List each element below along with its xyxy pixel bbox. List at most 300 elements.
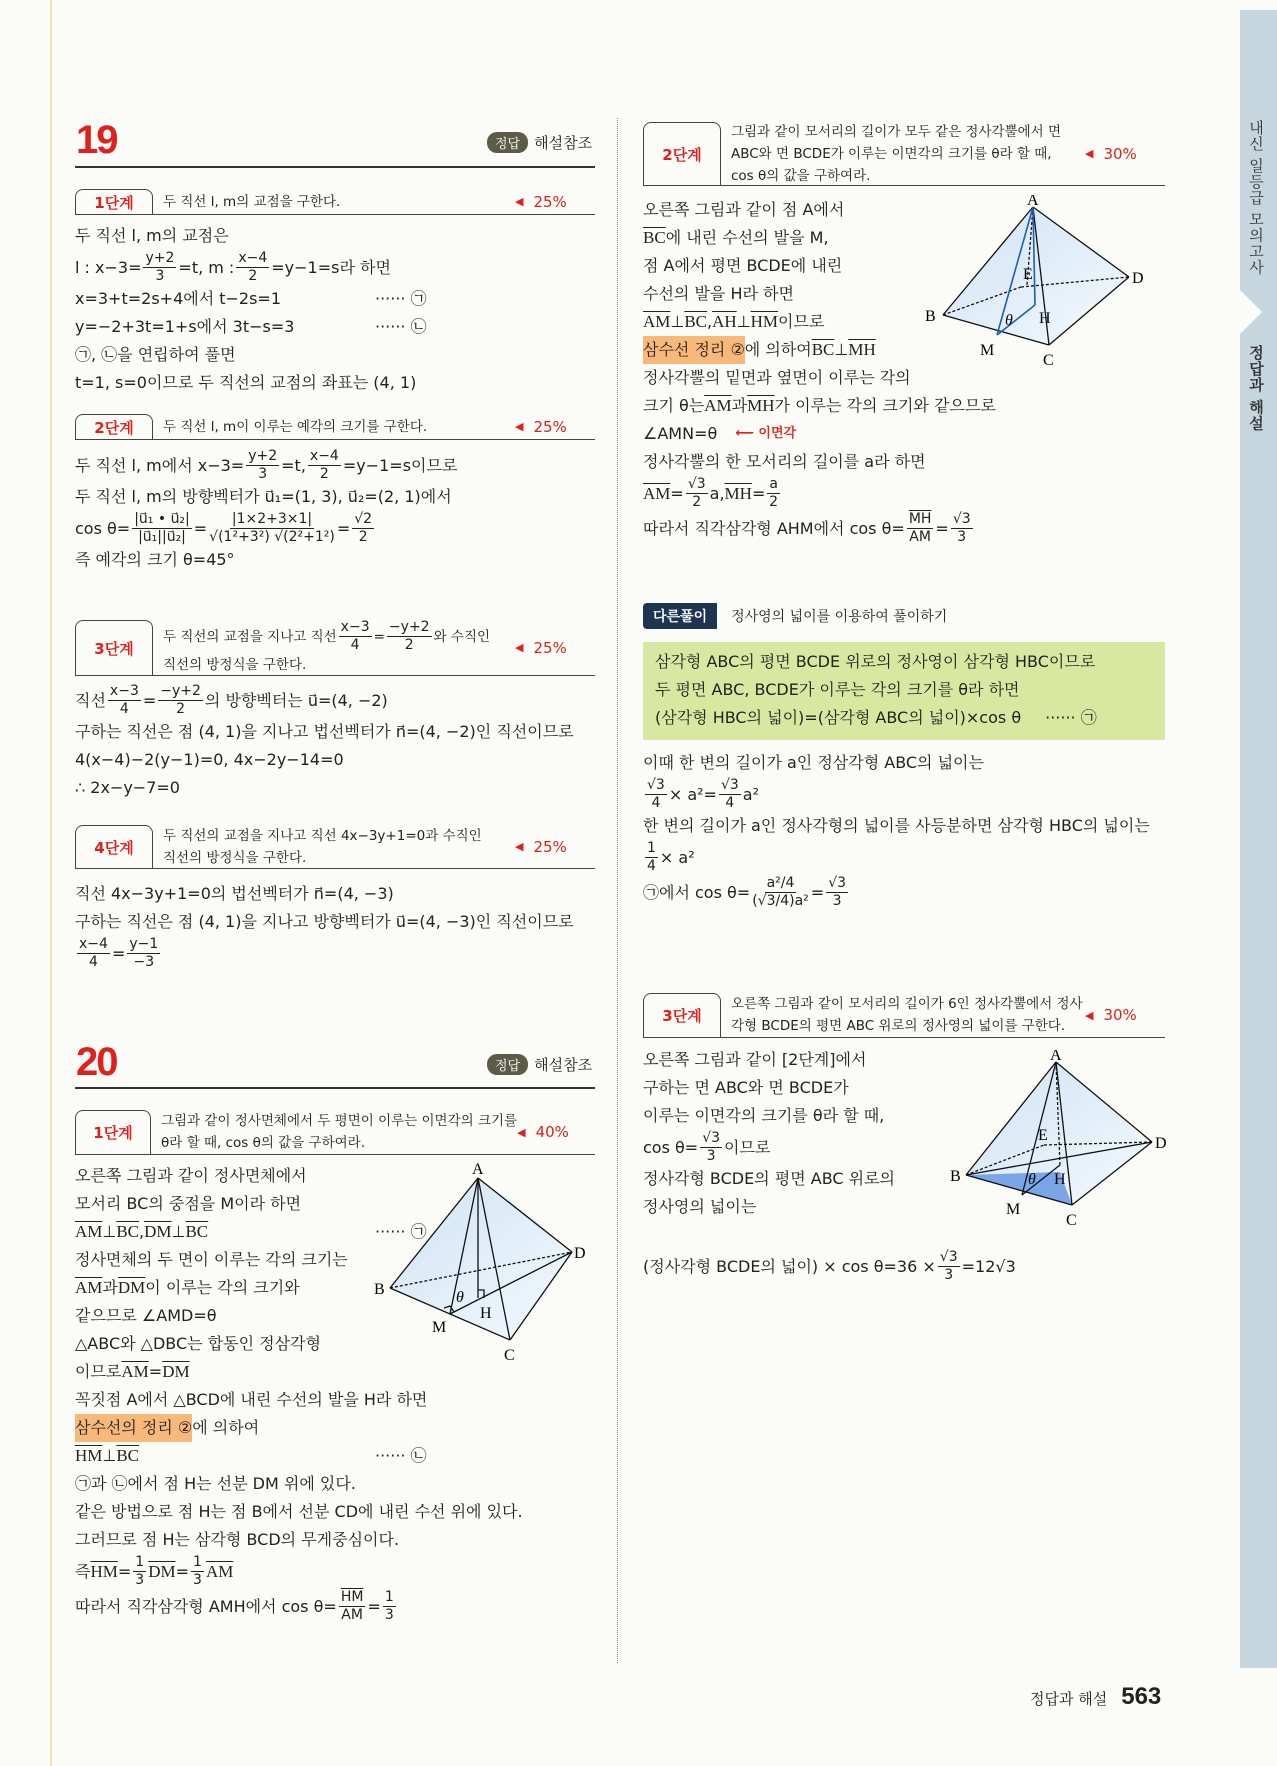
text-segment: 두 직선 l, m이 이루는 예각의 크기를 구한다. (163, 418, 428, 435)
numerator-text: $\overline{HM}$ (340, 1589, 364, 1605)
segment-overline: $\overline{DM}$ (162, 1362, 190, 1381)
segment-overline: $\overline{BC}$ (116, 1446, 140, 1465)
numerator-text: x−4 (238, 250, 268, 266)
text-line (643, 840, 1150, 875)
vertex-label: E (1023, 266, 1033, 283)
step-body (75, 880, 574, 971)
denominator (135, 1572, 144, 1589)
score-percent: 25% (533, 417, 567, 436)
numerator (230, 511, 314, 529)
score-marker-icon: ◀ (1085, 147, 1094, 160)
vertex-label: C (1066, 1212, 1077, 1229)
vertex-label: D (1132, 270, 1144, 287)
side-tab-notch (1240, 290, 1262, 334)
header-rule (75, 166, 595, 168)
numerator (826, 875, 848, 893)
segment-overline: $\overline{BC}$ (684, 312, 708, 331)
text-segment: 즉 예각의 크기 θ=45° (75, 550, 235, 569)
numerator (127, 936, 160, 954)
text-segment: 수선의 발을 H라 하면 (643, 284, 794, 303)
vertex-label: A (1027, 195, 1039, 209)
fraction (339, 619, 372, 654)
numerator-text: √3 (702, 1130, 721, 1146)
numerator-text: x−3 (340, 619, 370, 635)
text-segment: 두 직선 l, m의 방향벡터가 u⃗₁=(1, 3), u⃗₂=(2, 1)에서 (75, 487, 452, 506)
text-segment: = (373, 628, 385, 645)
vertex-label: E (1038, 1127, 1048, 1144)
text-segment: 에 의하여 (744, 340, 812, 359)
fraction (77, 936, 110, 971)
text-line (163, 416, 515, 438)
text-segment: 에 의하여 (192, 1418, 260, 1437)
text-line (163, 619, 515, 654)
denominator (833, 893, 842, 910)
alt-solution-body (643, 749, 1150, 910)
text-line (75, 774, 574, 802)
text-segment: ABC와 면 BCDE가 이루는 이면각의 크기를 θ라 할 때, (731, 145, 1052, 162)
numerator-text: 1 (193, 1554, 202, 1570)
fraction (645, 840, 658, 875)
page-number: 563 (1121, 1683, 1162, 1710)
text-segment: 정사각형 BCDE의 평면 ABC 위로의 (643, 1169, 896, 1188)
fraction (209, 511, 335, 546)
fraction (752, 875, 809, 910)
denominator (647, 858, 656, 875)
step-header (643, 993, 1165, 1038)
text-segment: = (935, 518, 949, 538)
segment-overline: $\overline{DM}$ (148, 1561, 176, 1581)
text-segment: 꼭짓점 A에서 △BCD에 내린 수선의 발을 H라 하면 (75, 1390, 428, 1409)
step-header (75, 825, 595, 869)
text-line (161, 1132, 517, 1154)
text-segment: 이므로 (778, 312, 825, 331)
tetrahedron-figure (368, 1160, 588, 1365)
segment-overline: $\overline{AM}$ (205, 1561, 234, 1581)
denominator (752, 893, 809, 910)
text-segment: =t, (281, 455, 306, 475)
text-segment: 정사면체의 두 면이 이루는 각의 크기는 (75, 1250, 348, 1269)
denominator (120, 701, 129, 718)
vertex-label: D (574, 1245, 586, 1262)
text-line (75, 1414, 523, 1442)
margin-line (50, 0, 52, 1766)
denominator-text: 3 (193, 1572, 202, 1588)
step-header (75, 189, 595, 215)
vertex-label: H (1039, 310, 1051, 327)
text-segment: t=1, s=0이므로 두 직선의 교점의 좌표는 (4, 1) (75, 373, 417, 392)
step-description (153, 619, 515, 676)
text-segment: 이므로 (75, 1362, 122, 1381)
vertex-label: C (504, 1347, 515, 1364)
text-segment: × a²= (668, 784, 717, 804)
text-segment: 두 직선의 교점을 지나고 직선 (163, 628, 337, 645)
denominator (651, 795, 660, 812)
text-line (731, 143, 1085, 165)
fraction (108, 683, 141, 718)
denominator (341, 1607, 363, 1624)
fraction (143, 250, 176, 285)
text-segment: 이때 한 변의 길이가 a인 정삼각형 ABC의 넓이는 (643, 753, 984, 772)
denominator-text: 4 (725, 795, 735, 811)
score-marker-icon: ◀ (515, 195, 524, 208)
fraction (191, 1554, 204, 1589)
fraction (352, 511, 374, 546)
denominator (692, 494, 701, 511)
text-segment: △ABC와 △DBC는 합동인 정삼각형 (75, 1334, 321, 1353)
step-score (1085, 145, 1165, 163)
step-label: 1단계 (75, 189, 153, 214)
denominator (405, 637, 414, 654)
denominator-text: 3 (384, 1607, 394, 1623)
segment-overline: $\overline{HM}$ (750, 312, 779, 331)
fraction (339, 1589, 366, 1624)
text-line (163, 191, 515, 213)
text-segment: 두 직선 l, m의 교점은 (75, 226, 229, 245)
text-segment: 과 (102, 1278, 118, 1297)
denominator-text: 3 (832, 893, 842, 909)
text-line (163, 847, 515, 869)
numerator-text: √3 (687, 476, 706, 492)
denominator (138, 529, 186, 546)
fraction (951, 511, 973, 546)
side-tab-label[interactable]: 내신 일등급 모의고사 (1247, 120, 1265, 276)
answer-text: 해설참조 (534, 1056, 593, 1074)
text-segment: 따라서 직각삼각형 AHM에서 cos θ= (643, 518, 905, 538)
text-line (75, 546, 457, 574)
text-segment: 4(x−4)−2(y−1)=0, 4x−2y−14=0 (75, 750, 344, 769)
text-segment: 두 직선 l, m에서 x−3= (75, 455, 245, 475)
segment-overline: $\overline{DM}$ (144, 1222, 172, 1241)
text-segment: (정사각형 BCDE의 넓이) × cos θ=36 × (643, 1256, 936, 1276)
fraction (719, 777, 741, 812)
numerator-text: √3 (939, 1249, 958, 1265)
denominator-text: 2 (248, 268, 258, 284)
header-rule (75, 1087, 595, 1089)
text-line (643, 812, 1150, 840)
text-segment: 모서리 BC의 중점을 M이라 하면 (75, 1194, 302, 1213)
vertex-label: H (480, 1305, 492, 1322)
denominator (769, 494, 778, 511)
text-line (75, 341, 416, 369)
segment-overline: $\overline{BC}$ (643, 228, 666, 247)
numerator-text: √3 (647, 777, 665, 793)
denominator-text: 4 (119, 701, 129, 717)
numerator (108, 683, 141, 701)
text-segment: l : x−3= (75, 257, 142, 277)
text-segment: 두 직선의 교점을 지나고 직선 4x−3y+1=0과 수직인 (163, 827, 482, 844)
fraction (158, 683, 203, 718)
problem-number: 19 (76, 118, 117, 162)
text-line (655, 676, 1153, 704)
alt-solution-title: 정사영의 넓이를 이용하여 풀이하기 (731, 609, 948, 625)
step-label: 4단계 (75, 825, 153, 868)
text-line (75, 222, 416, 250)
score-percent: 40% (535, 1123, 569, 1141)
numerator-text: −y+2 (388, 619, 430, 635)
text-segment: 그러므로 점 H는 삼각형 BCD의 무게중심이다. (75, 1530, 400, 1549)
denominator (707, 1148, 716, 1165)
denominator-text: 3 (155, 268, 165, 284)
numerator-text: −y+2 (160, 683, 201, 699)
text-line (75, 1554, 523, 1589)
text-segment: = (367, 1596, 381, 1616)
score-percent: 25% (533, 837, 567, 856)
numerator (246, 448, 279, 466)
text-segment: ⊥ (171, 1222, 186, 1241)
segment-overline: $\overline{BC}$ (811, 340, 835, 359)
answer-badge: 정답 (487, 1054, 528, 1075)
denominator (351, 637, 360, 654)
score-percent: 30% (1103, 1006, 1137, 1024)
vertex-label: C (1043, 352, 1054, 369)
text-segment: 같은 방법으로 점 H는 점 B에서 선분 CD에 내린 수선 위에 있다. (75, 1502, 523, 1521)
vertex-label: B (374, 1281, 385, 1298)
fraction (645, 777, 667, 812)
denominator-text: 2 (176, 701, 186, 717)
vertex-label: M (1006, 1201, 1021, 1218)
vertex-label: H (1054, 1171, 1066, 1188)
numerator (387, 619, 432, 637)
denominator (359, 529, 368, 546)
segment-overline: $\overline{AM}$ (121, 1362, 149, 1381)
denominator (944, 1267, 953, 1284)
numerator-text: 1 (647, 840, 656, 856)
text-line (75, 1386, 523, 1414)
score-percent: 30% (1103, 144, 1137, 163)
numerator-text: x−4 (79, 936, 108, 952)
denominator-text: √(1²+3²) √(2²+1²) (209, 529, 335, 545)
text-segment: = (193, 518, 208, 538)
text-segment: a² (742, 784, 759, 804)
text-line (75, 718, 574, 746)
segment-overline: $\overline{MH}$ (747, 396, 775, 415)
text-line (643, 448, 996, 476)
text-segment: = (148, 1362, 163, 1381)
denominator (957, 529, 966, 546)
denominator (176, 701, 185, 718)
text-line (75, 908, 574, 936)
step-body (75, 683, 574, 802)
answer-ref (487, 132, 592, 153)
numerator (938, 1249, 960, 1267)
denominator (133, 954, 154, 971)
vertex-label: A (1050, 1050, 1062, 1064)
problem-number: 20 (76, 1040, 117, 1084)
text-segment: 직선의 방정식을 구한다. (163, 657, 307, 673)
text-line (75, 1470, 523, 1498)
score-percent: 25% (533, 638, 567, 657)
numerator (77, 936, 110, 954)
fraction (132, 511, 192, 546)
fraction (383, 1589, 396, 1624)
step-score (515, 418, 595, 436)
numerator (133, 1554, 146, 1572)
equation-tag: ······ ㉠ (1045, 708, 1097, 727)
fraction (308, 448, 341, 483)
segment-overline: $\overline{AM}$ (75, 1278, 103, 1297)
numerator-text: √2 (354, 511, 373, 527)
step-header (75, 620, 595, 676)
step-body (75, 222, 427, 397)
text-line (75, 369, 416, 397)
equation-tag: ······ ㉡ (375, 1446, 427, 1465)
text-line (161, 1110, 517, 1132)
alt-box-body (655, 648, 1153, 732)
text-segment: cos θ의 값을 구하여라. (731, 167, 871, 184)
answer-text: 해설참조 (534, 134, 593, 152)
alt-solution-badge: 다른풀이 (643, 603, 717, 629)
fraction (686, 476, 708, 511)
numerator (158, 683, 203, 701)
score-marker-icon: ◀ (515, 420, 524, 433)
numerator (236, 250, 269, 268)
step-description (721, 993, 1085, 1037)
text-line (731, 165, 1085, 187)
numerator-text: |u⃗₁ • u⃗₂| (134, 511, 190, 527)
text-segment: ⊥ (670, 312, 685, 331)
text-segment: 구하는 면 ABC와 면 BCDE가 (643, 1078, 849, 1097)
fraction (938, 1249, 960, 1284)
fraction (387, 619, 432, 654)
numerator-text: $\overline{MH}$ (908, 511, 932, 527)
text-segment: 가 이루는 각의 크기와 같으므로 (774, 396, 996, 415)
step-label: 3단계 (75, 620, 153, 675)
numerator (143, 250, 176, 268)
score-percent: 25% (533, 192, 567, 211)
numerator-text: √3 (828, 875, 847, 891)
numerator (191, 1554, 204, 1572)
denominator-text: AM (909, 529, 931, 545)
text-line (75, 880, 574, 908)
numerator-text: |1×2+3×1| (231, 511, 313, 527)
side-tab-label-active[interactable]: 정답과 해설 (1247, 345, 1265, 432)
step-score (515, 193, 595, 211)
text-segment: 그림과 같이 모서리의 길이가 모두 같은 정사각뿔에서 면 (731, 123, 1061, 140)
text-line (163, 654, 515, 676)
segment-overline: $\overline{AM}$ (704, 396, 732, 415)
segment-overline: $\overline{MH}$ (848, 340, 876, 359)
score-marker-icon: ◀ (515, 641, 524, 654)
denominator (209, 529, 335, 546)
text-segment: 오른쪽 그림과 같이 점 A에서 (643, 200, 845, 219)
step-label: 3단계 (643, 993, 721, 1037)
text-segment: =y−1=s라 하면 (271, 257, 391, 277)
text-segment: (삼각형 HBC의 넓이)=(삼각형 ABC의 넓이)×cos θ (655, 708, 1022, 727)
segment-overline: $\overline{BC}$ (116, 1222, 140, 1241)
numerator (700, 1130, 722, 1148)
text-line (643, 1249, 1016, 1284)
text-segment: = (142, 690, 157, 710)
text-segment: =y−1=s이므로 (342, 455, 458, 475)
numerator-text: √3 (720, 777, 739, 793)
numerator (308, 448, 341, 466)
denominator (725, 795, 734, 812)
numerator (339, 1589, 366, 1607)
equation-tag: ······ ㉠ (375, 1222, 427, 1241)
step-description (151, 1110, 517, 1154)
alt-solution-box (643, 642, 1165, 740)
text-segment: 정사각뿔의 밑면과 옆면이 이루는 각의 (643, 368, 911, 387)
numerator-text: 1 (384, 1589, 394, 1605)
denominator-text: −3 (133, 954, 155, 970)
numerator (907, 511, 934, 529)
numerator (951, 511, 973, 529)
step-label: 2단계 (643, 122, 721, 185)
text-line (75, 1589, 523, 1624)
fraction (907, 511, 934, 546)
text-segment: 이루는 이면각의 크기를 θ라 할 때, (643, 1106, 885, 1125)
segment-overline: $\overline{AH}$ (712, 312, 737, 331)
text-segment: 두 평면 ABC, BCDE가 이루는 각의 크기를 θ라 하면 (655, 680, 1020, 699)
text-line (643, 875, 1150, 910)
text-line (643, 749, 1150, 777)
text-segment: , (707, 312, 713, 331)
highlighted-theorem: 삼수선 정리 ② (643, 336, 745, 364)
denominator-text: (√3/4)a² (752, 893, 809, 909)
annotation-arrow: ⟵ 이면각 (735, 426, 797, 441)
segment-overline: $\overline{HM}$ (90, 1561, 118, 1581)
denominator-text: 3 (944, 1267, 954, 1283)
step-header (75, 1110, 595, 1155)
text-segment: a, (709, 483, 725, 503)
text-line (75, 448, 457, 483)
vertex-label: D (1155, 1135, 1167, 1152)
text-segment: 구하는 직선은 점 (4, 1)을 지나고 방향벡터가 u⃗=(4, −3)인 직선이므로 (75, 912, 574, 931)
step-description (153, 191, 515, 213)
text-line (731, 1015, 1085, 1037)
text-segment: 오른쪽 그림과 같이 모서리의 길이가 6인 정사각뿔에서 정사 (731, 996, 1083, 1012)
denominator-text: 2 (319, 466, 329, 482)
denominator-text: 4 (89, 954, 98, 970)
numerator-text: y+2 (248, 448, 278, 464)
text-segment: 직선 4x−3y+1=0의 법선벡터가 n⃗=(4, −3) (75, 884, 394, 903)
segment-overline: $\overline{MH}$ (724, 483, 752, 503)
text-segment: = (751, 483, 766, 503)
numerator (132, 511, 192, 529)
numerator (352, 511, 374, 529)
vertex-label: B (950, 1168, 961, 1185)
text-segment: ㉠, ㉡을 연립하여 풀면 (75, 345, 236, 364)
text-segment: cos θ= (75, 518, 131, 538)
text-segment: ∠AMN=θ (643, 424, 718, 443)
angle-label: θ (456, 1289, 464, 1306)
vertex-label: M (432, 1319, 447, 1336)
denominator (909, 529, 931, 546)
pyramid-projection-figure (948, 1050, 1173, 1230)
numerator-text: a²/4 (766, 875, 795, 891)
highlighted-theorem: 삼수선의 정리 ② (75, 1414, 192, 1442)
numerator-text: y+2 (145, 250, 175, 266)
step-description (721, 121, 1085, 187)
text-line (163, 825, 515, 847)
score-marker-icon: ◀ (515, 840, 524, 853)
text-line (75, 1526, 523, 1554)
answer-badge: 정답 (487, 132, 528, 153)
denominator-text: 3 (258, 466, 268, 482)
numerator-text: √3 (952, 511, 971, 527)
text-line (75, 285, 427, 313)
text-line (75, 1498, 523, 1526)
denominator-text: 4 (350, 637, 360, 653)
text-segment: ⊥ (102, 1222, 117, 1241)
text-segment: = (175, 1561, 190, 1581)
fraction (826, 875, 848, 910)
text-segment: = (117, 1561, 132, 1581)
vertex-label: A (472, 1161, 484, 1178)
text-segment: 한 변의 길이가 a인 정사각형의 넓이를 사등분하면 삼각형 HBC의 넓이는 (643, 816, 1150, 835)
numerator-text: x−3 (109, 683, 139, 699)
text-segment: 오른쪽 그림과 같이 정사면체에서 (75, 1166, 307, 1185)
